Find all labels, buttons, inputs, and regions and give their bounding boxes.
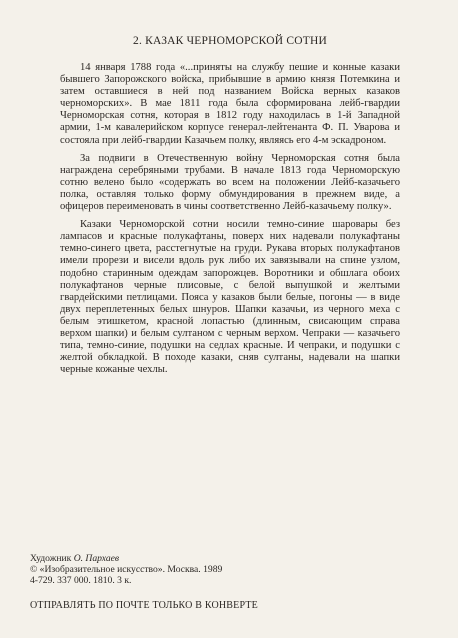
mail-notice: ОТПРАВЛЯТЬ ПО ПОЧТЕ ТОЛЬКО В КОНВЕРТЕ	[30, 600, 258, 611]
paragraph-history: 14 января 1788 года «...приняты на службу пешие и конные казаки бывшего Запорожского войска, прибывшие в армию князя Потемкина и затем оставшиеся в ней под названием Войска верных казаков черноморских». В мае 1811 года была сформирована лейб-гвардии Черноморская сотня, которая в 1812 году находилась в 1-й Западной армии, 1-м кавалерийском корпусе генерал-лейтенанта Ф. П. Уварова и состояла при лейб-гвардии Казачьем полку, являясь его 4-м эскадроном.	[60, 62, 400, 146]
artist-name: О. Пархаев	[73, 553, 120, 564]
artist-label: Художник	[30, 553, 72, 564]
paragraph-awards: За подвиги в Отечественную войну Черноморская сотня была награждена серебряными трубами. В начале 1813 года Черноморскую сотню велено было «содержать во всем на положении Лейб-казачьего полка, оставляя только форму обмундирования в прежнем виде, а офицеров переименовать в чины соответственно Лейб-казачьему полку».	[60, 152, 400, 213]
paragraph-uniform: Казаки Черноморской сотни носили темно-синие шаровары без лампасов и красные полукафтаны, поверх них надевали полукафтаны темно-синего цвета, расстегнутые на груди. Рукава вторых полукафтанов имели прорези и висели вдоль рук либо их завязывали на спине узлом, подобно старинным одеждам запорожцев. Воротники и обшлага обоих полукафтанов черные плисовые, с белой выпушкой и желтыми гвардейскими петлицами. Пояса у казаков были белые, погоны — в виде двух переплетенных белых шнуров. Шапки казачьи, из черного меха с белым этишкетом, красной лопастью (длинным, свисающим справа верхом шапки) и белым султаном с черным верхом. Чепраки — казачьего типа, темно-синие, подушки на седлах красные. И чепраки, и подушки с желтой обкладкой. В походе казаки, сняв султаны, надевали на шапки черные кожаные чехлы.	[60, 219, 400, 376]
body-text	[60, 62, 400, 382]
print-code: 4-729. 337 000. 1810. 3 к.	[30, 575, 132, 586]
credits	[30, 553, 222, 586]
copyright-line: © «Изобразительное искусство». Москва. 1989	[30, 564, 223, 575]
artist-line	[30, 553, 222, 564]
page-title: 2. КАЗАК ЧЕРНОМОРСКОЙ СОТНИ	[133, 35, 327, 47]
